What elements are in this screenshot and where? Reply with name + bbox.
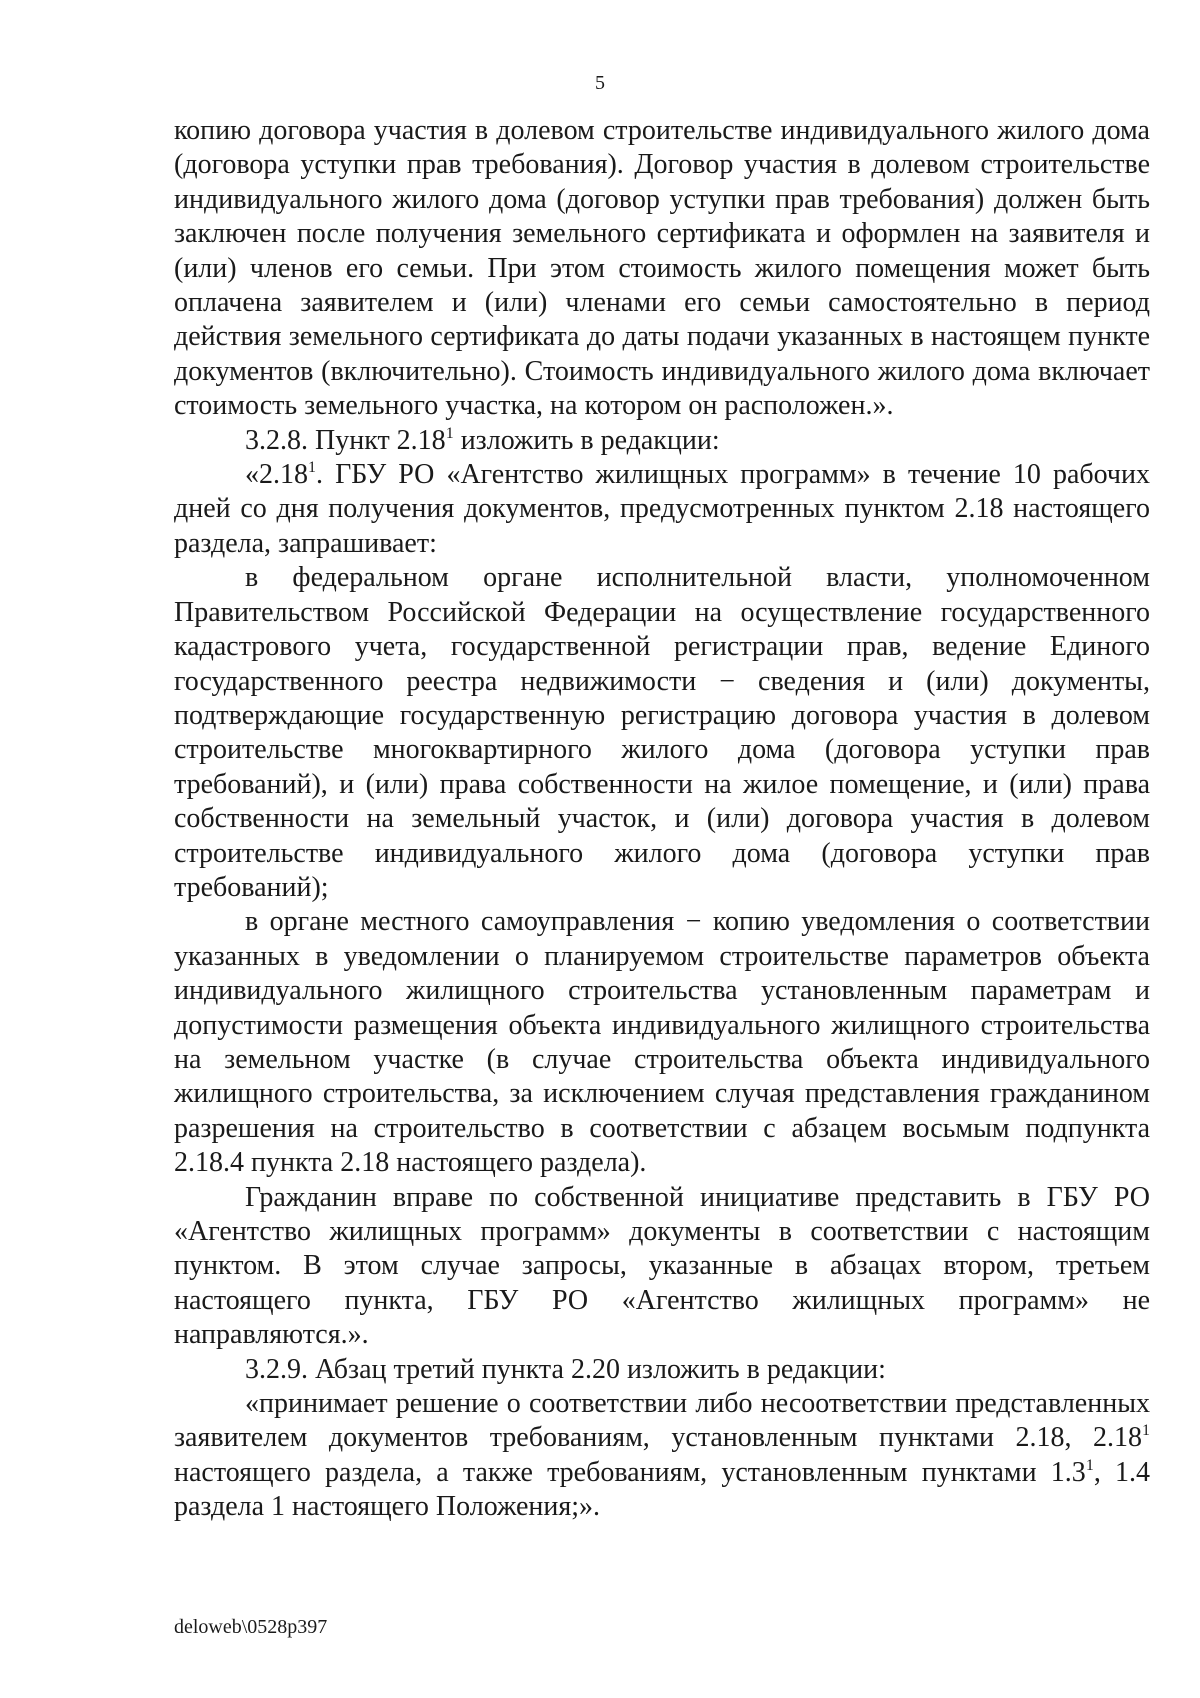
paragraph — [174, 561, 1150, 905]
paragraph-text: , 1.4 раздела 1 настоящего Положения;». — [174, 1456, 1150, 1523]
paragraph-text: «принимает решение о соответствии либо несоответствии представленных заявителем документов требованиям, установленным пунктами 2.18, 2.18 — [174, 1388, 1150, 1454]
footer-document-code: deloweb\0528p397 — [174, 1616, 328, 1638]
paragraph-text: 3.2.9. Абзац третий пункта 2.20 изложить в редакции: — [245, 1353, 886, 1385]
paragraph — [174, 905, 1150, 1180]
paragraph — [174, 1387, 1150, 1525]
superscript-index: 1 — [1142, 1422, 1150, 1440]
document-body — [174, 114, 1150, 1525]
paragraph — [174, 1181, 1150, 1353]
paragraph-text: изложить в редакции: — [453, 424, 720, 456]
paragraph-text: в федеральном органе исполнительной власти, уполномоченном Правительством Российской Федерации на осуществление государственного кадастрового учета, государственной регистрации прав, ведение Единого государственного реестра недвижимости − сведения и (или) документы, подтверждающие государственную регистрацию договора участия в долевом строительстве многоквартирного жилого дома (договора уступки прав требований), и (или) права собственности на жилое помещение, и (или) права собственности на земельный участок, и (или) договора участия в долевом строительстве индивидуального жилого дома (договора уступки прав требований); — [174, 562, 1150, 903]
paragraph-text: настоящего раздела, а также требованиям, установленным пунктами 1.3 — [174, 1456, 1086, 1488]
page-number: 5 — [595, 72, 605, 94]
paragraph-text: в органе местного самоуправления − копию уведомления о соответствии указанных в уведомлении о планируемом строительстве параметров объекта индивидуального жилищного строительства установленным параметрам и допустимости размещения объекта индивидуального жилищного строительства на земельном участке (в случае строительства объекта индивидуального жилищного строительства, за исключением случая представления гражданином разрешения на строительство в соответствии с абзацем восьмым подпункта 2.18.4 пункта 2.18 настоящего раздела). — [174, 906, 1150, 1179]
paragraph — [174, 424, 1150, 458]
paragraph-text: копию договора участия в долевом строительстве индивидуального жилого дома (договора уступки прав требования). Договор участия в долевом строительстве индивидуального жилого дома (договор уступки прав требования) должен быть заключен после получения земельного сертификата и оформлен на заявителя и (или) членов его семьи. При этом стоимость жилого помещения может быть оплачена заявителем и (или) членами его семьи самостоятельно в период действия земельного сертификата до даты подачи указанных в настоящем пункте документов (включительно). Стоимость индивидуального жилого дома включает стоимость земельного участка, на котором он расположен.». — [174, 115, 1150, 422]
superscript-index: 1 — [445, 424, 454, 442]
paragraph — [174, 114, 1150, 424]
superscript-index: 1 — [1085, 1456, 1094, 1474]
paragraph-text: «2.18 — [245, 459, 308, 491]
paragraph — [174, 1353, 1150, 1387]
paragraph-text: Гражданин вправе по собственной инициативе представить в ГБУ РО «Агентство жилищных программ» документы в соответствии с настоящим пунктом. В этом случае запросы, указанные в абзацах втором, третьем настоящего пункта, ГБУ РО «Агентство жилищных программ» не направляются.». — [174, 1181, 1150, 1351]
superscript-index: 1 — [308, 459, 316, 477]
paragraph-text: . ГБУ РО «Агентство жилищных программ» в течение 10 рабочих дней со дня получения документов, предусмотренных пунктом 2.18 настоящего раздела, запрашивает: — [174, 459, 1150, 559]
paragraph-text: 3.2.8. Пункт 2.18 — [245, 424, 446, 456]
paragraph — [174, 458, 1150, 561]
